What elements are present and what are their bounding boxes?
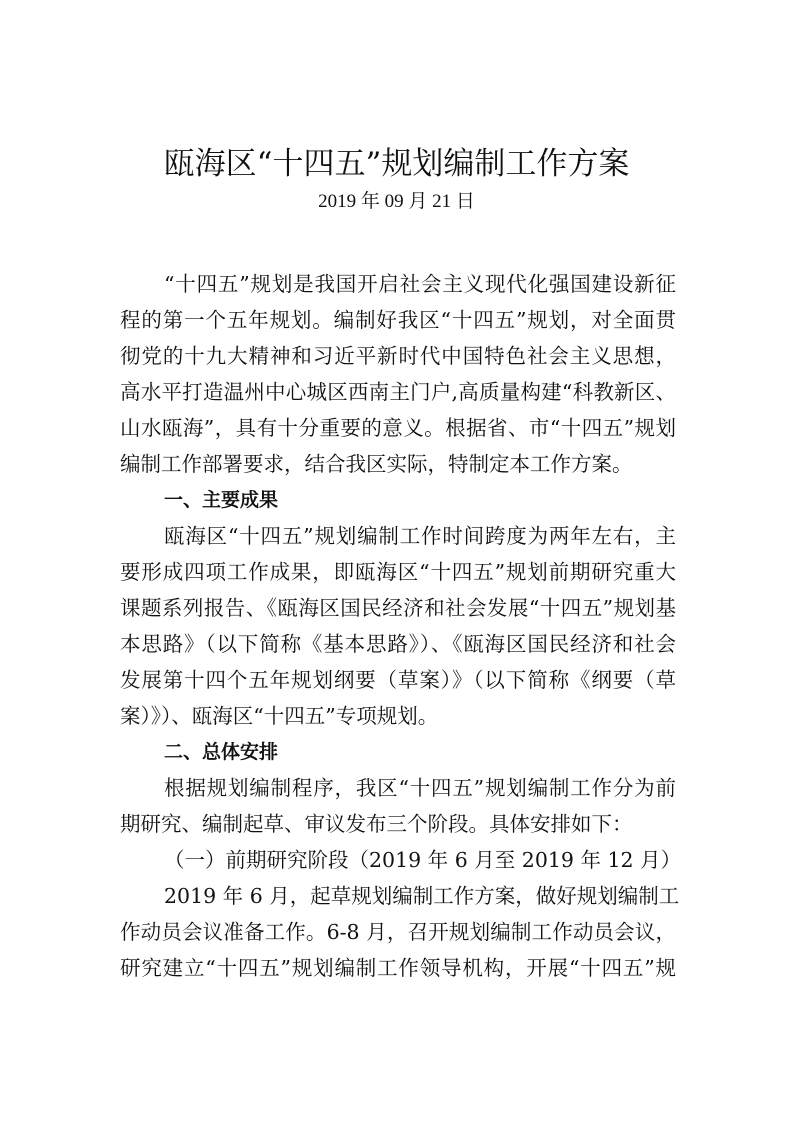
subsection-heading-preliminary-research: （一）前期研究阶段（2019 年 6 月至 2019 年 12 月） <box>164 848 682 872</box>
paragraph-line: 课题系列报告、《瓯海区国民经济和社会发展“十四五”规划基 <box>120 596 676 620</box>
paragraph-line: 发展第十四个五年规划纲要（草案）》（以下简称《纲要（草 <box>120 668 676 692</box>
paragraph-line: 要形成四项工作成果，即瓯海区“十四五”规划前期研究重大 <box>120 560 676 584</box>
section-heading-main-results: 一、主要成果 <box>164 489 279 511</box>
paragraph-line: 编制工作部署要求，结合我区实际，特制定本工作方案。 <box>120 452 633 476</box>
document-title: 瓯海区“十四五”规划编制工作方案 <box>163 146 630 182</box>
paragraph-line: 研究建立“十四五”规划编制工作领导机构，开展“十四五”规 <box>120 956 676 980</box>
paragraph-line: 根据规划编制程序，我区“十四五”规划编制工作分为前 <box>164 776 676 800</box>
document-body <box>120 266 682 986</box>
paragraph-line: 山水瓯海”，具有十分重要的意义。根据省、市“十四五”规划 <box>120 416 676 440</box>
paragraph-line: 2019 年 6 月，起草规划编制工作方案，做好规划编制工 <box>164 884 680 908</box>
paragraph-line: 程的第一个五年规划。编制好我区“十四五”规划，对全面贯 <box>120 308 676 332</box>
section-heading-overall-arrangement: 二、总体安排 <box>164 741 279 763</box>
paragraph-line: 期研究、编制起草、审议发布三个阶段。具体安排如下： <box>120 812 633 836</box>
paragraph-line: “十四五”规划是我国开启社会主义现代化强国建设新征 <box>164 272 676 296</box>
paragraph-line: 彻党的十九大精神和习近平新时代中国特色社会主义思想， <box>120 344 676 368</box>
paragraph-line: 高水平打造温州中心城区西南主门户,高质量构建“科教新区、 <box>120 380 676 404</box>
document-date: 2019 年 09 月 21 日 <box>318 191 475 212</box>
paragraph-line: 瓯海区“十四五”规划编制工作时间跨度为两年左右，主 <box>164 524 676 548</box>
paragraph-line: 作动员会议准备工作。6-8 月，召开规划编制工作动员会议， <box>120 920 676 944</box>
paragraph-line: 本思路》（以下简称《基本思路》）、《瓯海区国民经济和社会 <box>120 632 676 656</box>
paragraph-line: 案）》）、瓯海区“十四五”专项规划。 <box>120 704 439 728</box>
